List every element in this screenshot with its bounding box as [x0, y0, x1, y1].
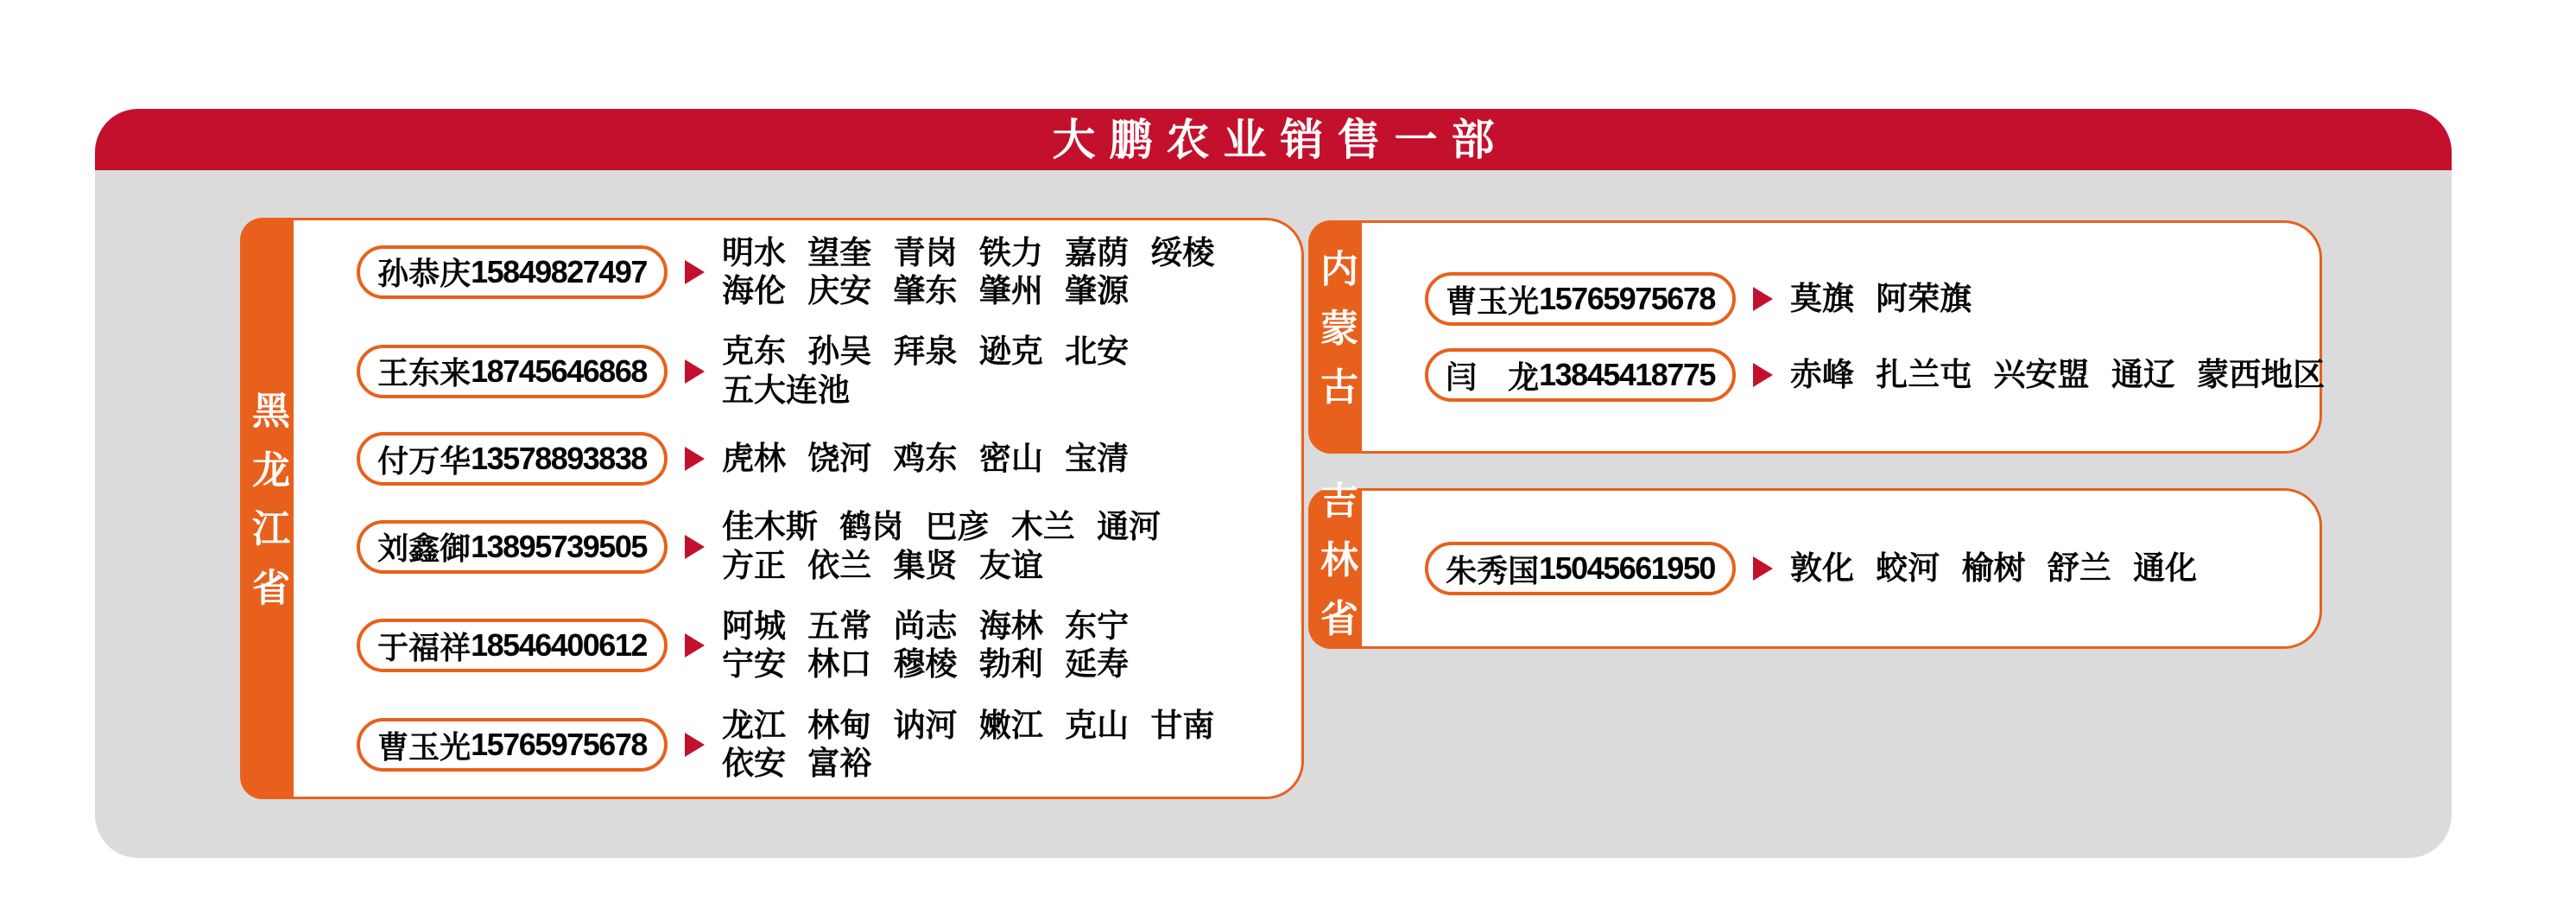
city-list: [722, 707, 1214, 784]
region-panel-jilin: [1308, 480, 2322, 658]
region-panel-body: [268, 218, 1304, 799]
region-tab-neimenggu: [1308, 220, 1362, 454]
contact-phone: 13895739505: [471, 528, 647, 564]
arrow-right-icon: [1753, 556, 1773, 581]
region-tab-heilongjiang: [240, 218, 294, 799]
city-line: 明水 望奎 青岗 铁力 嘉荫 绥棱: [722, 234, 1215, 270]
contact-entry: [1339, 348, 2326, 402]
city-line: 宁安 林口 穆棱 勃利 延寿: [722, 646, 1130, 683]
city-line: 五大连池: [722, 372, 850, 408]
city-list: [1790, 356, 2325, 394]
contact-entry: [270, 234, 1293, 311]
city-line: 海伦 庆安 肇东 肇州 肇源: [722, 272, 1130, 308]
contact-phone: 15765975678: [471, 727, 647, 763]
arrow-right-icon: [685, 733, 705, 757]
contact-name: 付万华: [377, 442, 472, 479]
city-line: 方正 依兰 集贤 友谊: [722, 547, 1043, 583]
arrow-right-icon: [685, 260, 705, 284]
city-line: 敦化 蛟河 榆树 舒兰 通化: [1790, 550, 2198, 586]
header-bar: [95, 109, 2452, 170]
contact-capsule: [1425, 272, 1736, 326]
arrow-right-icon: [685, 359, 705, 384]
contact-entry: [1339, 542, 2311, 595]
contact-entry: [270, 333, 1293, 410]
contact-name: 刘鑫御: [377, 531, 472, 566]
contact-phone: 18546400612: [471, 627, 647, 664]
contact-phone: 13845418775: [1539, 357, 1715, 392]
city-line: 克东 孙吴 拜泉 逊克 北安: [722, 334, 1130, 370]
contact-phone: 15045661950: [1539, 550, 1715, 586]
city-list: [722, 508, 1161, 585]
city-list: [1790, 550, 2197, 588]
region-panel-neimenggu: [1308, 220, 2326, 454]
contact-name: 孙恭庆: [377, 256, 472, 292]
contact-phone: 15849827497: [471, 253, 647, 289]
region-label: 黑龙江省: [246, 391, 288, 626]
contact-entry: [270, 607, 1293, 684]
page-title: 大鹏农业销售一部: [1052, 115, 1509, 164]
contact-capsule: [1425, 348, 1736, 402]
contact-entry: [270, 707, 1293, 784]
arrow-right-icon: [1753, 287, 1773, 311]
region-label: 内蒙古: [1314, 248, 1357, 426]
contact-capsule: [357, 245, 668, 299]
city-line: 虎林 饶河 鸡东 密山 宝清: [722, 440, 1130, 476]
contact-name: 朱秀国: [1446, 552, 1540, 588]
region-panel-heilongjiang: [240, 218, 1304, 799]
arrow-right-icon: [685, 633, 705, 658]
city-line: 依安 富裕: [722, 746, 872, 782]
contact-phone: 18745646868: [471, 353, 647, 389]
city-line: 佳木斯 鹤岗 巴彦 木兰 通河: [722, 509, 1161, 545]
region-panel-body: [1336, 220, 2326, 454]
contact-entry: [270, 508, 1293, 585]
city-line: 莫旗 阿荣旗: [1790, 280, 1972, 316]
arrow-right-icon: [1753, 363, 1773, 387]
contact-entry: [270, 432, 1293, 486]
contact-capsule: [357, 619, 668, 672]
contact-capsule: [357, 345, 668, 398]
contact-capsule: [357, 432, 668, 486]
contact-phone: 13578893838: [471, 441, 647, 477]
city-list: [722, 333, 1129, 410]
arrow-right-icon: [685, 447, 705, 471]
city-list: [722, 607, 1129, 684]
contact-capsule: [357, 718, 668, 772]
city-line: 阿城 五常 尚志 海林 东宁: [722, 607, 1130, 644]
city-list: [1790, 280, 1972, 318]
region-label: 吉林省: [1314, 480, 1357, 658]
poster-container: [95, 109, 2452, 858]
arrow-right-icon: [685, 535, 705, 559]
region-tab-jilin: [1308, 480, 1362, 658]
contact-capsule: [1425, 542, 1736, 595]
contact-name: 闫 龙: [1446, 359, 1540, 395]
city-list: [722, 440, 1129, 478]
contact-name: 于福祥: [377, 629, 472, 665]
contact-name: 曹玉光: [377, 728, 472, 765]
contact-phone: 15765975678: [1539, 281, 1715, 316]
contact-capsule: [357, 520, 668, 574]
city-line: 赤峰 扎兰屯 兴安盟 通辽 蒙西地区: [1790, 356, 2326, 392]
region-panel-body: [1336, 488, 2322, 649]
contact-entry: [1339, 272, 2311, 326]
contact-name: 曹玉光: [1446, 283, 1540, 319]
city-line: 龙江 林甸 讷河 嫩江 克山 甘南: [722, 707, 1215, 743]
city-list: [722, 234, 1214, 311]
contact-name: 王东来: [377, 355, 472, 391]
